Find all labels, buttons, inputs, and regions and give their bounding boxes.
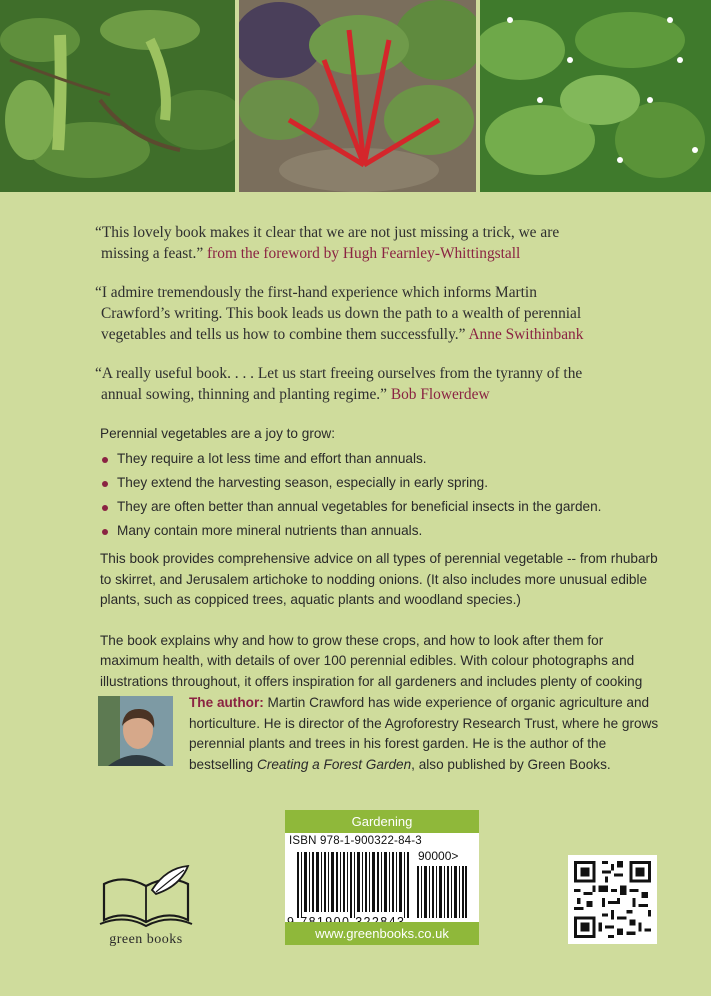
author-photo <box>98 696 173 766</box>
photo-pea-pods <box>0 0 235 192</box>
author-bio: The author: Martin Crawford has wide experience of organic agriculture and horticulture. He is director of the Agroforestry Research Trust, where he grows perennial plants and trees in his forest garden. He is the author of the bestselling Creating a Forest Garden, also published by Green Books. <box>189 695 659 772</box>
publisher-name: green books <box>109 932 183 947</box>
category-label: Gardening <box>285 810 479 833</box>
quote-attribution: from the foreword by Hugh Fearnley-Whittingstall <box>207 245 521 262</box>
barcode-addon <box>417 866 467 918</box>
publisher-logo <box>96 860 196 950</box>
cover-photos <box>0 0 711 192</box>
qr-code <box>568 855 657 944</box>
list-item: Many contain more mineral nutrients than annuals. <box>100 521 660 542</box>
isbn-number: ISBN 978-1-900322-84-3 <box>289 835 422 847</box>
barcode-main <box>297 852 409 918</box>
quote-foreword: “This lovely book makes it clear that we are not just missing a trick, we are missing a feast.” from the foreword by Hugh Fearnley-Whittingstall <box>95 224 560 262</box>
blurb <box>100 424 660 713</box>
list-item: They require a lot less time and effort than annuals. <box>100 449 660 470</box>
intro-text: Perennial vegetables are a joy to grow: <box>100 426 336 441</box>
quote-swithinbank: “I admire tremendously the first-hand experience which informs Martin Crawford’s writing. This book leads us down the path to a wealth of perennial vegetables and tells us how to combine them successfully.” Anne Swithinbank <box>95 284 584 343</box>
quote-flowerdew: “A really useful book. . . . Let us start freeing ourselves from the tyranny of the annual sowing, thinning and planting regime.” Bob Flowerdew <box>95 365 583 403</box>
photo-woodland-plants <box>480 0 711 192</box>
price-code: 90000> <box>418 849 459 863</box>
list-item: They are often better than annual vegetables for beneficial insects in the garden. <box>100 497 660 518</box>
quote-attribution: Bob Flowerdew <box>390 386 490 403</box>
description-paragraph: This book provides comprehensive advice on all types of perennial vegetable -- from rhubarb to skirret, and Jerusalem artichoke to nodding onions. (It also includes more unusual edible plants, such as coppiced trees, aquatic plants and woodland species.) <box>100 551 658 607</box>
author-label: The author: <box>189 695 264 710</box>
description-paragraph: The book explains why and how to grow these crops, and how to look after them for maximum health, with details of over 100 perennial edibles. With colour photographs and illustrations throughout, it offers inspiration for all gardeners and includes plenty of cooking <box>100 632 643 689</box>
publisher-website: www.greenbooks.co.uk <box>285 922 479 945</box>
benefits-list <box>100 449 660 542</box>
open-book-icon <box>96 860 196 932</box>
book-title: Creating a Forest Garden <box>257 756 412 772</box>
list-item: They extend the harvesting season, especially in early spring. <box>100 473 660 494</box>
quote-attribution: Anne Swithinbank <box>468 326 584 343</box>
review-quotes <box>95 222 655 423</box>
isbn-barcode <box>285 810 479 945</box>
photo-chard <box>239 0 476 192</box>
